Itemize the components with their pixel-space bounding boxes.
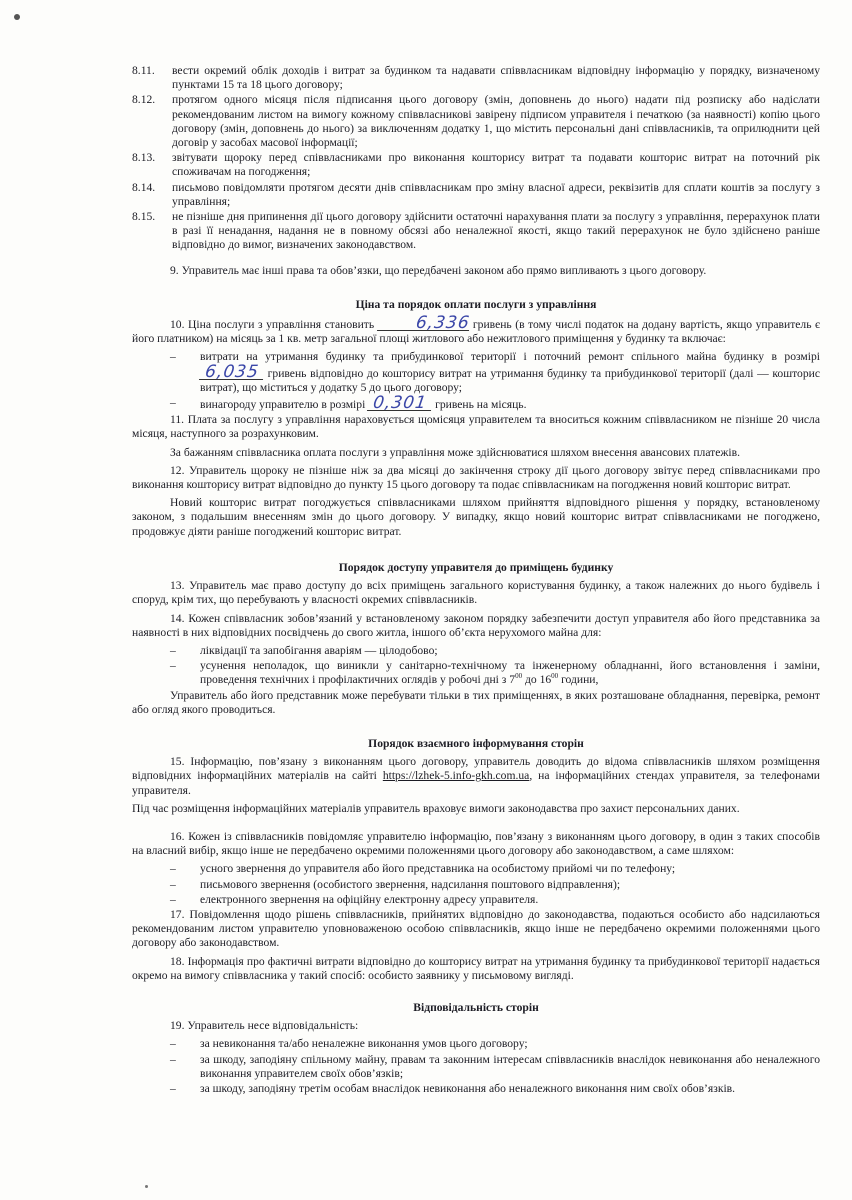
clause-10-item-1: – витрати на утримання будинку та прибудинкової території і поточний ремонт спільного майна будинку в розмірі 6,035 гривень відповідно до кошторису витрат на утримання будинку та прибудинкової території (далі — кошторис витрат), що міститься у додатку 5 до цього договору; — [170, 350, 821, 394]
clause-19-item-2: – за шкоду, заподіяну спільному майну, правам та законним інтересам співвласників внаслідок невиконання або неналежного виконання управителем своїх обов’язків; — [170, 1052, 820, 1080]
scan-dot — [14, 14, 20, 20]
clause-8-15: 8.15. не пізніше дня припинення дії цього договору здійснити остаточні нарахування плати за послугу з управління, перерахунок плати в разі її ненадання, надання не в повному обсязі або неналежної якості, якщо такий перерахунок не було здійснено раніше відповідно до вимог, визначених законодавством. — [132, 210, 820, 252]
clause-17: 17. Повідомлення щодо рішень співвласників, прийнятих відповідно до законодавства, подаються особисто або надсилаються рекомендованим листом управителю уповноваженою особою співвласників, якщо інше не передбачено окремими положеннями цього договору або законодавством. — [132, 907, 820, 950]
clause-10-item-2: – винагороду управителю в розмірі 0,301 гривень на місяць. — [170, 393, 527, 414]
clause-13: 13. Управитель має право доступу до всіх приміщень загального користування будинку, а також належних до нього будівель і споруд, крім тих, що перебувають у власності окремих співвласників. — [132, 579, 820, 607]
clause-15-note: Під час розміщення інформаційних матеріалів управитель враховує вимоги законодавства про захист персональних даних. — [132, 801, 740, 815]
clause-12-note: Новий кошторис витрат погоджується співвласниками шляхом прийняття відповідного рішення у порядку, встановленому законом, з подальшим внесенням змін до цього договору. У випадку, якщо новий кошторис витрат співвласниками не погоджено, продовжує діяти раніше погоджений кошторис витрат. — [132, 496, 820, 538]
clause-16-item-3: – електронного звернення на офіційну електронну адресу управителя. — [170, 892, 539, 906]
scan-dot — [145, 1185, 148, 1188]
clause-18: 18. Інформація про фактичні витрати відповідно до кошторису витрат на утримання будинку та прибудинкової території надається окремо на вимогу співвласника у такий спосіб: особисто заявнику у письмовому вигляді. — [132, 954, 820, 982]
handwritten-price-total: 6,336 — [377, 316, 471, 331]
clause-9: 9. Управитель має інші права та обов’язки, що передбачені законом або прямо випливають з цього договору. — [170, 263, 707, 277]
clause-16-item-2: – письмового звернення (особистого звернення, надсилання поштового відправлення); — [170, 877, 621, 891]
clause-19-item-3: – за шкоду, заподіяну третім особам внаслідок невиконання або неналежного виконання ним своїх обов’язків. — [170, 1081, 736, 1095]
section-title-price: Ціна та порядок оплати послуги з управління — [355, 297, 597, 311]
clause-14-item-2: – усунення неполадок, що виникли у санітарно-технічному та інженерному обладнанні, його встановлення і заміни, проведення технічних і профілактичних оглядів у робочі дні з $7^{00}$ до $16^{00}$ години, — [170, 659, 820, 687]
clause-16: 16. Кожен із співвласників повідомляє управителю інформацію, пов’язану з виконанням цього договору, в один з таких способів на власний вибір, якщо інше не передбачено окремими положеннями цього договору або законодавством, а саме шляхом: — [132, 829, 820, 858]
section-title-access: Порядок доступу управителя до приміщень будинку — [338, 560, 614, 574]
section-title-responsibility: Відповідальність сторін — [413, 1000, 539, 1014]
handwritten-price-cost: 6,035 — [199, 365, 265, 380]
clause-8-13: 8.13. звітувати щороку перед співвласниками про виконання кошторису витрат та подавати кошторис витрат на поточний рік споживачам на погодження; — [132, 151, 820, 179]
clause-14: 14. Кожен співвласник зобов’язаний у встановленому законом порядку забезпечити доступ управителя або його представника за наявності в них відповідних посвідчень до свого житла, іншого об’єкта нерухомого майна для: — [132, 611, 820, 639]
clause-8-11: 8.11. вести окремий облік доходів і витрат за будинком та надавати співвласникам відповідну інформацію у порядку, визначеному пунктами 15 та 18 цього договору; — [132, 64, 820, 92]
clause-11: 11. Плата за послугу з управління нараховується щомісяця управителем та вноситься кожним співвласником не пізніше 20 числа місяця, наступного за розрахунковим. — [132, 413, 820, 441]
clause-19-item-1: – за невиконання та/або неналежне виконання умов цього договору; — [170, 1037, 528, 1051]
clause-15: 15. Інформацію, пов’язану з виконанням цього договору, управитель доводить до відома співвласників шляхом розміщення відповідних інформаційних матеріалів на сайті https://lzhek-5.info-gkh.com.ua, на інформаційних стендах управителя, за телефонами управителя. — [132, 755, 820, 797]
clause-8-list — [132, 64, 820, 253]
clause-16-item-1: – усного звернення до управителя або його представника на особистому прийомі чи по телефону; — [170, 862, 676, 876]
clause-12: 12. Управитель щороку не пізніше ніж за два місяці до закінчення строку дії цього договору звітує перед співвласниками про виконання кошторису витрат відповідно до пункту 15 цього договору та подає співвласникам на погодження новий кошторис витрат. — [132, 463, 820, 492]
website-link[interactable]: https://lzhek-5.info-gkh.com.ua — [382, 769, 530, 783]
clause-11-note: За бажанням співвласника оплата послуги з управління може здійснюватися шляхом внесення авансових платежів. — [170, 445, 740, 459]
clause-19: 19. Управитель несе відповідальність: — [170, 1019, 359, 1033]
clause-10: 10. Ціна послуги з управління становить 6,336 гривень (в тому числі податок на додану вартість, якщо управитель є його платником) на місяць за 1 кв. метр загальної площі житлового або нежитлового приміщення у будинку та включає: — [132, 313, 820, 346]
handwritten-price-fee: 0,301 — [367, 396, 433, 411]
clause-8-12: 8.12. протягом одного місяця після підписання цього договору (змін, доповнень до нього) надати під розписку або надіслати рекомендованим листом на вимогу кожному співвласникові завірену підписом управителя і печаткою (за наявності) копію цього договору (змін, доповнень до нього) за виключенням додатку 1, що містить персональні дані співвласників, та оприлюднити цей договір у засобах масової інформації; — [132, 93, 820, 150]
clause-8-14: 8.14. письмово повідомляти протягом десяти днів співвласникам про зміну власної адреси, реквізитів для сплати коштів за послугу з управління; — [132, 180, 820, 208]
contract-text — [132, 64, 820, 1097]
clause-14-note: Управитель або його представник може перебувати тільки в тих приміщеннях, в яких розташоване обладнання, перевірка, ремонт або огляд якого проводиться. — [132, 688, 820, 716]
section-title-info: Порядок взаємного інформування сторін — [368, 736, 584, 750]
clause-14-item-1: – ліквідації та запобігання аваріям — цілодобово; — [170, 643, 438, 657]
